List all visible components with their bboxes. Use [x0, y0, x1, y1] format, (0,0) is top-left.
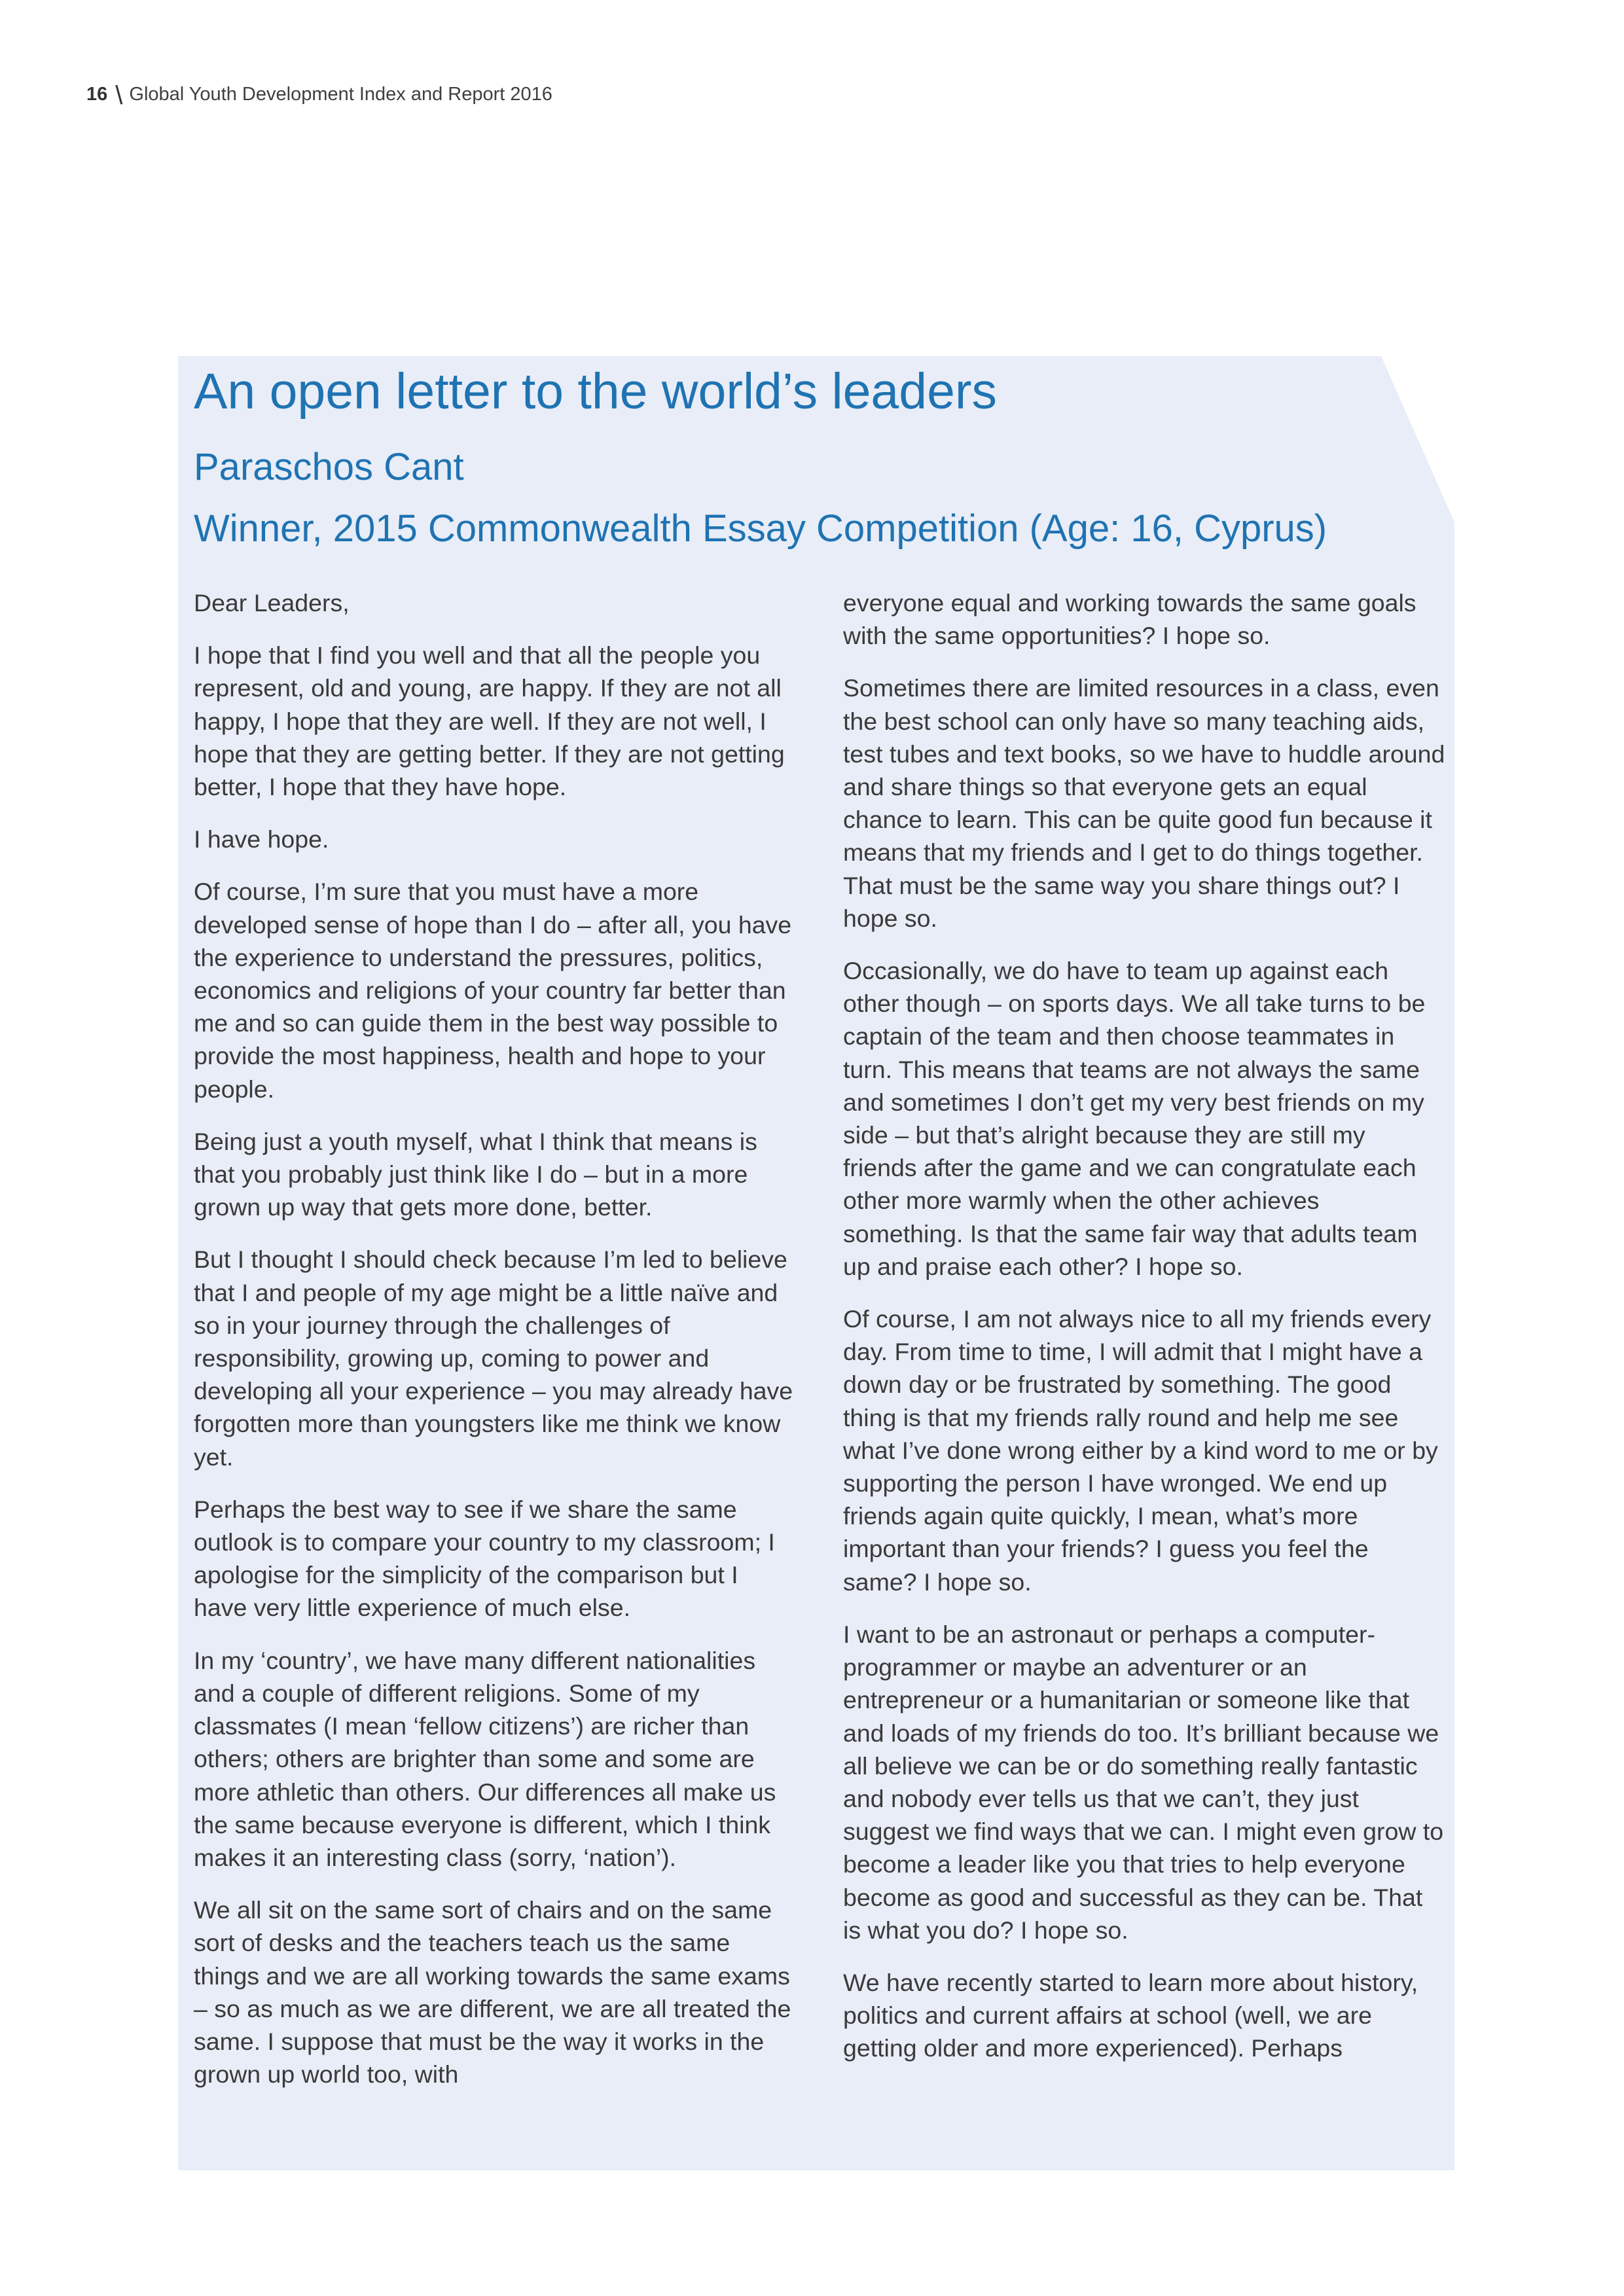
paragraph: We have recently started to learn more about history, politics and current affairs at school (well, we are getting older and more experienced). Perhaps: [843, 1968, 1418, 2062]
paragraph: Occasionally, we do have to team up against each other though – on sports days. We all take turns to be captain of the team and then choose teammates in turn. This means that teams are not always the same and sometimes I don’t get my very best friends on my side – but that’s alright because they are still my friends after the game and we can congratulate each other more warmly when the other achieves something. Is that the same fair way that adults team up and praise each other? I hope so.: [843, 957, 1426, 1280]
paragraph: We all sit on the same sort of chairs and on the same sort of desks and the teachers teach us the same things and we are all working towards the same exams – so as much as we are different, we are all treated the same. I suppose that must be the way it works in the grown up world too, with: [194, 1896, 791, 2089]
left-column: [194, 586, 796, 2110]
right-column: [843, 586, 1445, 2085]
paragraph: I want to be an astronaut or perhaps a computer-programmer or maybe an adventurer or an entrepreneur or a humanitarian or someone like that and loads of my friends do too. It’s brilliant because we all believe we can be or do something really fantastic and nobody ever tells us that we can’t, they just suggest we find ways that we can. I might even grow to become a leader like you that tries to help everyone become as good and successful as they can be. That is what you do? I hope so.: [843, 1620, 1444, 1944]
paragraph: I have hope.: [194, 825, 329, 853]
paragraph: Sometimes there are limited resources in a class, even the best school can only have so many teaching aids, test tubes and text books, so we have to huddle around and share things so that everyone gets an equal chance to learn. This can be quite good fun because it means that my friends and I get to do things together. That must be the same way you share things out? I hope so.: [843, 674, 1445, 932]
paragraph: Perhaps the best way to see if we share the same outlook is to compare your country to my classroom; I apologise for the simplicity of the comparison but I have very little experience of much else.: [194, 1495, 775, 1622]
paragraph: Being just a youth myself, what I think that means is that you probably just think like I do – but in a more grown up way that gets more done, better.: [194, 1127, 757, 1221]
page-number: 16: [86, 84, 108, 105]
publication-title: Global Youth Development Index and Report 2016: [129, 84, 552, 105]
paragraph: everyone equal and working towards the same goals with the same opportunities? I hope so.: [843, 589, 1416, 650]
header-separator: \: [115, 81, 123, 110]
paragraph: But I thought I should check because I’m led to believe that I and people of my age might be a little naïve and so in your journey through the challenges of responsibility, growing up, coming to power and developing all your experience – you may already have forgotten more than youngsters like me think we know yet.: [194, 1246, 793, 1471]
paragraph: Of course, I’m sure that you must have a more developed sense of hope than I do – after all, you have the experience to understand the pressures, politics, economics and religions of your country far better than me and so can guide them in the best way possible to provide the most happiness, health and hope to your people.: [194, 878, 792, 1103]
award-subtitle: Winner, 2015 Commonwealth Essay Competition (Age: 16, Cyprus): [194, 507, 1327, 550]
paragraph: In my ‘country’, we have many different nationalities and a couple of different religions. Some of my classmates (I mean ‘fellow citizens’) are richer than others; others are brighter than some and some are more athletic than others. Our differences all make us the same because everyone is different, which I think makes it an interesting class (sorry, ‘nation’).: [194, 1646, 776, 1871]
paragraph: Of course, I am not always nice to all my friends every day. From time to time, I will admit that I might have a down day or be frustrated by something. The good thing is that my friends rally round and help me see what I’ve done wrong either by a kind word to me or by supporting the person I have wronged. We end up friends again quite quickly, I mean, what’s more important than your friends? I guess you feel the same? I hope so.: [843, 1305, 1438, 1596]
author-name: Paraschos Cant: [194, 446, 464, 488]
paragraph: I hope that I find you well and that all the people you represent, old and young, are happy. If they are not all happy, I hope that they are well. If they are not well, I hope that they are getting better. If they are not getting better, I hope that they have hope.: [194, 641, 785, 801]
paragraph: Dear Leaders,: [194, 589, 350, 617]
letter-title: An open letter to the world’s leaders: [194, 363, 998, 420]
running-header: [86, 81, 552, 110]
